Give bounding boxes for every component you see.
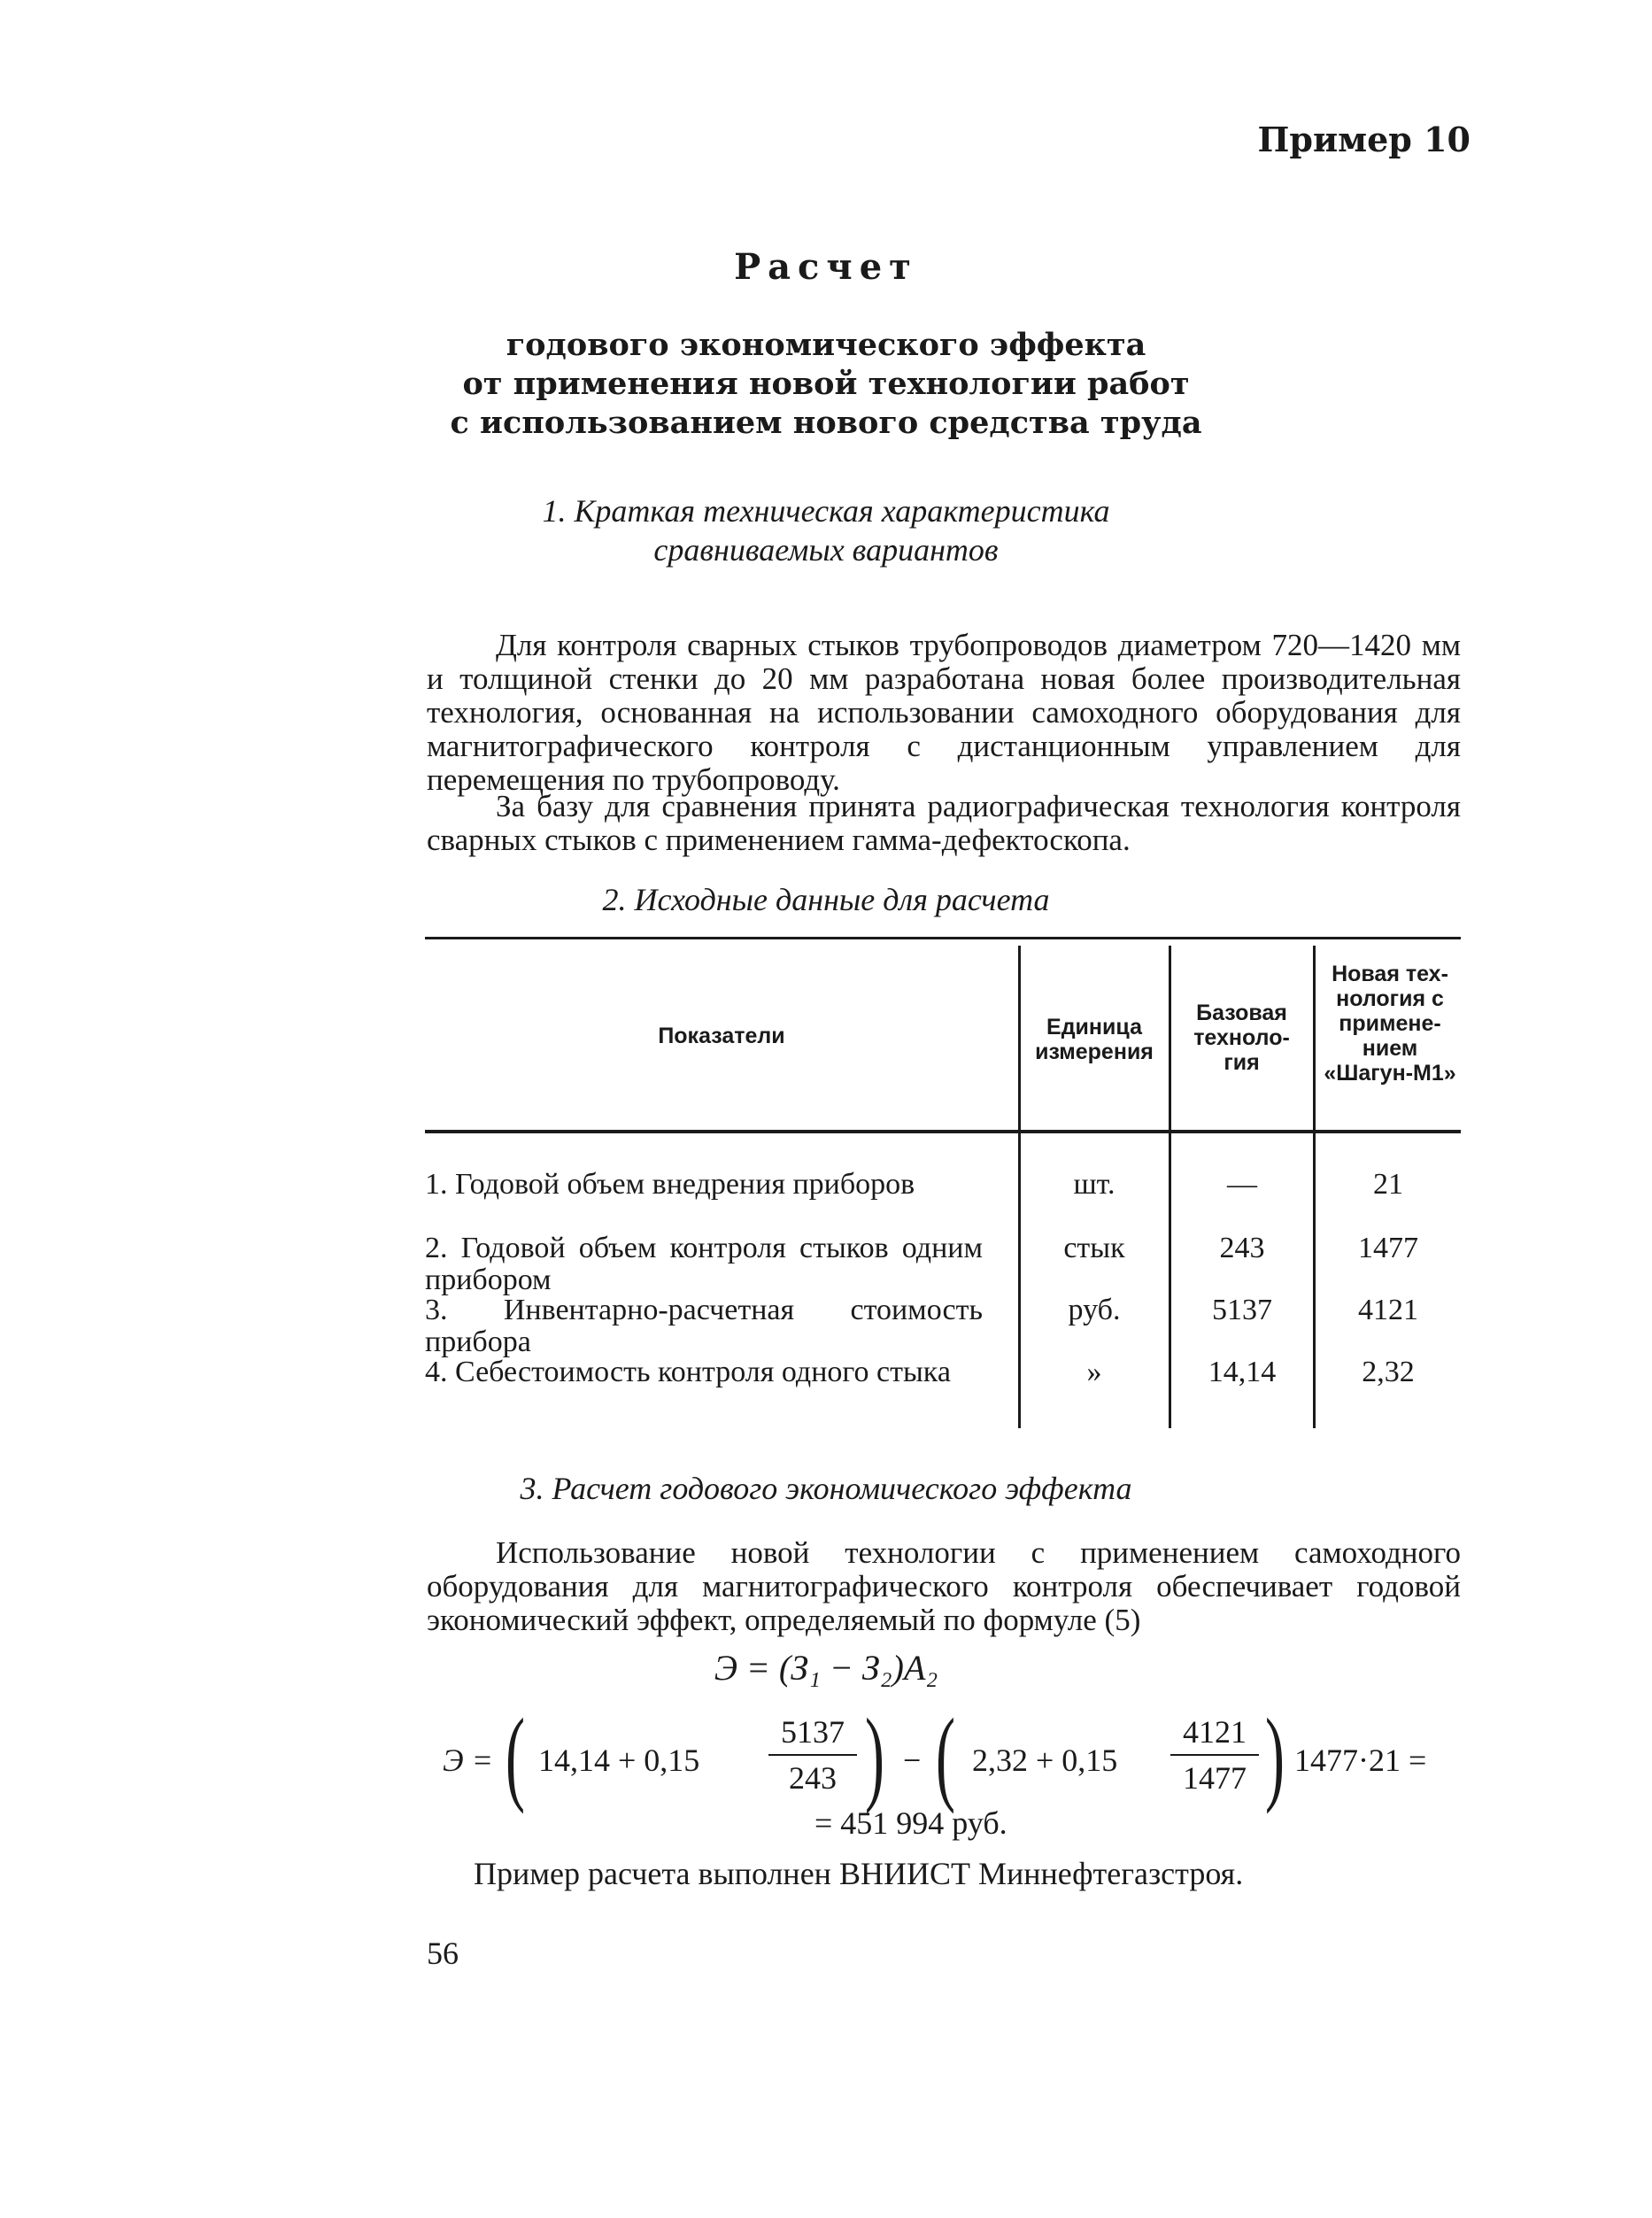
fraction-2	[1170, 1713, 1259, 1797]
header-base: Базовая техноло-гия	[1193, 1001, 1290, 1075]
document-title: Расчет	[734, 246, 918, 288]
table-cell-base: 5137	[1212, 1294, 1272, 1326]
table-cell-unit: руб.	[1068, 1294, 1121, 1326]
fraction-1	[768, 1713, 857, 1797]
table-top-rule	[425, 937, 1461, 939]
formula-multiplier: 1477·21 =	[1294, 1743, 1427, 1778]
header-indicator: Показатели	[658, 1024, 785, 1048]
table-cell-unit: стык	[1063, 1232, 1125, 1264]
table-cell-new: 1477	[1358, 1232, 1418, 1264]
subtitle-line: годового экономического эффекта	[506, 327, 1146, 363]
section-2-heading: 2. Исходные данные для расчета	[602, 882, 1050, 917]
fraction-1-numerator: 5137	[768, 1713, 857, 1756]
section-1-paragraph-1: Для контроля сварных стыков трубопроводов диаметром 720—1420 мм и толщиной стенки до 20 мм разработана новая более производительная технология, основанная на использовании самоходного оборудования для магнитографического контроля с дистанционным управлением для перемещения по трубопроводу.	[427, 628, 1461, 797]
header-new: Новая тех-нология с примене-нием «Шагун-М1»	[1324, 962, 1456, 1086]
fraction-1-denominator: 243	[789, 1760, 837, 1796]
table-cell-new: 4121	[1358, 1294, 1418, 1326]
table-cell-base: 14,14	[1208, 1356, 1277, 1388]
formula-term-2: 2,32 + 0,15	[972, 1743, 1118, 1778]
header-unit: Единица измерения	[1035, 1015, 1154, 1064]
table-row-label: 2. Годовой объем контроля стыков одним прибором	[425, 1232, 983, 1296]
table-cell-base: 243	[1219, 1232, 1265, 1264]
section-1-heading	[0, 491, 1652, 569]
section-1-heading-line: сравниваемых вариантов	[653, 532, 999, 568]
general-formula: Э = (З₁ − З₂)A₂	[714, 1648, 938, 1688]
formula-result: = 451 994 руб.	[814, 1805, 1007, 1841]
subtitle-line: с использованием нового средства труда	[450, 405, 1202, 441]
left-paren: (	[935, 1696, 955, 1814]
table-header-rule	[425, 1130, 1461, 1133]
formula-minus: −	[903, 1743, 922, 1778]
section-3-paragraph: Использование новой технологии с применением самоходного оборудования для магнитографического контроля обеспечивает годовой экономический эффект, определяемый по формуле (5)	[427, 1535, 1461, 1637]
closing-note: Пример расчета выполнен ВНИИСТ Миннефтегазстроя.	[474, 1856, 1244, 1891]
fraction-2-denominator: 1477	[1183, 1760, 1247, 1796]
section-3-heading: 3. Расчет годового экономического эффекта	[520, 1471, 1132, 1506]
table-row-label: 3. Инвентарно-расчетная стоимость прибора	[425, 1294, 983, 1358]
fraction-2-numerator: 4121	[1170, 1713, 1259, 1756]
table-cell-unit: шт.	[1073, 1168, 1115, 1201]
formula-term-1: 14,14 + 0,15	[538, 1743, 700, 1778]
table-row-label: 4. Себестоимость контроля одного стыка	[425, 1356, 951, 1388]
section-1-heading-line: 1. Краткая техническая характеристика	[542, 493, 1110, 529]
left-paren: (	[505, 1696, 525, 1814]
table-row-label: 1. Годовой объем внедрения приборов	[425, 1168, 915, 1201]
document-subtitle	[0, 326, 1652, 443]
table-cell-new: 2,32	[1362, 1356, 1415, 1388]
subtitle-line: от применения новой технологии работ	[462, 366, 1190, 402]
table-cell-base: —	[1227, 1168, 1257, 1201]
page-number: 56	[427, 1936, 459, 1971]
example-label: Пример 10	[1257, 120, 1471, 159]
table-cell-unit: »	[1086, 1356, 1102, 1388]
right-paren: )	[864, 1696, 884, 1814]
right-paren: )	[1264, 1696, 1285, 1814]
formula-lhs: Э =	[443, 1743, 493, 1778]
source-data-table	[425, 937, 1461, 1428]
table-cell-new: 21	[1373, 1168, 1403, 1201]
section-1-paragraph-2: За базу для сравнения принята радиографическая технология контроля сварных стыков с применением гамма-дефектоскопа.	[427, 789, 1461, 857]
